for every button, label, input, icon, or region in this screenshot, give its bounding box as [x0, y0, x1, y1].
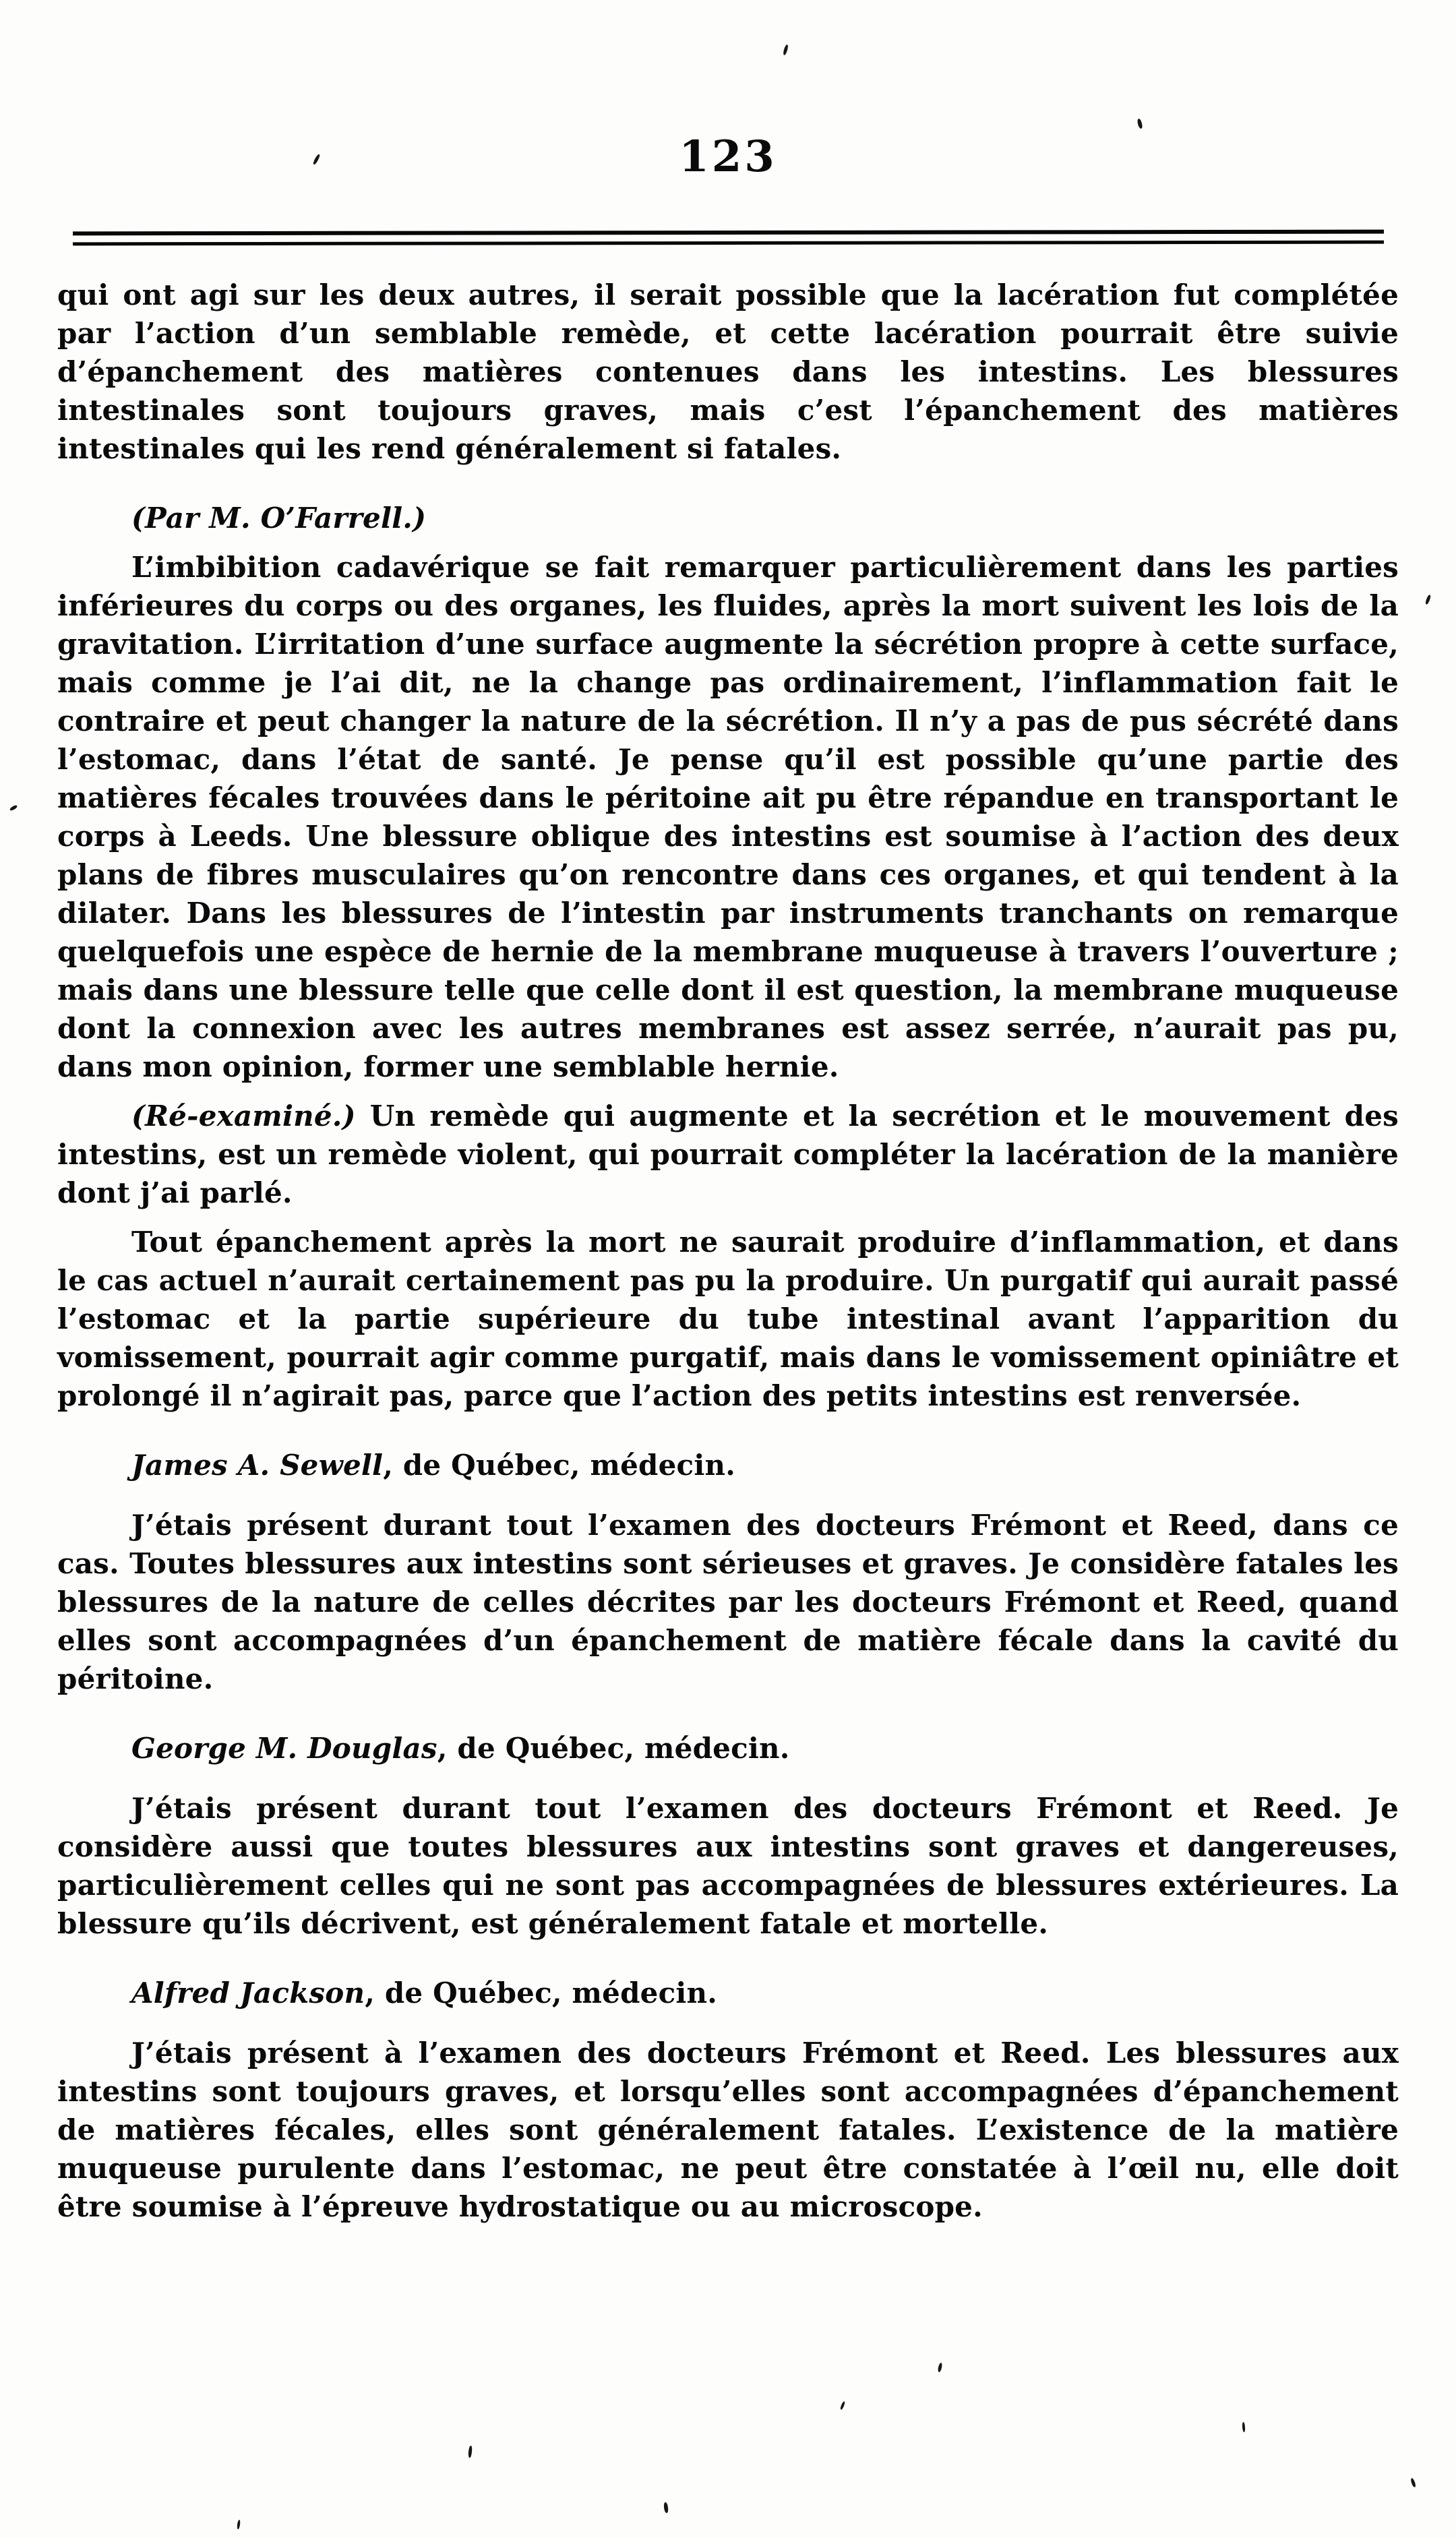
witness-attribution: [57, 1729, 1399, 1767]
text-segment: , de Québec, médecin.: [383, 1449, 736, 1482]
text-segment: Un remède qui augmente et la secrétion et le mouvement des intestins, est un remède violent, qui pourrait compléter la lacération de la manière dont j’ai parlé.: [57, 1099, 1399, 1209]
italic-text-segment: Alfred Jackson: [131, 1976, 365, 2010]
scan-speck: [468, 2446, 472, 2458]
paragraph: [57, 1506, 1399, 1698]
scan-speck: [938, 2363, 942, 2373]
paragraph: [57, 1223, 1399, 1415]
text-segment: J’étais présent durant tout l’examen des docteurs Frémont et Reed, dans ce cas. Toutes blessures aux intestins sont sérieuses et graves. Je considère fatales les blessures de la nature de celles décrites par les docteurs Frémont et Reed, quand elles sont accompagnées d’un épanchement de matière fécale dans la cavité du péritoine.: [57, 1509, 1399, 1695]
page-body: [0, 245, 1456, 2226]
italic-text-segment: (Ré-examiné.): [131, 1099, 356, 1132]
italic-text-segment: George M. Douglas: [131, 1732, 437, 1765]
text-segment: J’étais présent à l’examen des docteurs Frémont et Reed. Les blessures aux intestins sont toujours graves, et lorsqu’elles sont accompagnées d’épanchement de matières fécales, elles sont généralement fatales. L’existence de la matière muqueuse purulente dans l’estomac, ne peut être constatée à l’œil nu, elle doit être soumise à l’épreuve hydrostatique ou au microscope.: [57, 2036, 1399, 2223]
page-number: 123: [679, 131, 777, 182]
scan-speck: [840, 2401, 845, 2411]
header-double-rule: [72, 230, 1383, 246]
scan-speck: [1410, 2478, 1417, 2488]
witness-attribution: [57, 1446, 1399, 1484]
text-segment: Tout épanchement après la mort ne saurait produire d’inflammation, et dans le cas actuel n’aurait certainement pas pu la produire. Un purgatif qui aurait passé l’estomac et la partie supérieure du tube intestinal avant l’apparition du vomissement, pourrait agir comme purgatif, mais dans le vomissement opiniâtre et prolongé il n’agirait pas, parce que l’action des petits intestins est renversée.: [57, 1226, 1399, 1412]
text-segment: qui ont agi sur les deux autres, il serait possible que la lacération fut complétée par l’action d’un semblable remède, et cette lacération pourrait être suivie d’épanchement des matières contenues dans les intestins. Les blessures intestinales sont toujours graves, mais c’est l’épanchement des matières intestinales qui les rend généralement si fatales.: [57, 278, 1399, 465]
text-segment: L’imbibition cadavérique se fait remarquer particulièrement dans les parties inférieures du corps ou des organes, les fluides, après la mort suivent les lois de la gravitation. L’irritation d’une surface augmente la sécrétion propre à cette surface, mais comme je l’ai dit, ne la change pas ordinairement, l’inflammation fait le contraire et peut changer la nature de la sécrétion. Il n’y a pas de pus sécrété dans l’estomac, dans l’état de santé. Je pense qu’il est possible qu’une partie des matières fécales trouvées dans le péritoine ait pu être répandue en transportant le corps à Leeds. Une blessure oblique des intestins est soumise à l’action des deux plans de fibres musculaires qu’on rencontre dans ces organes, et qui tendent à la dilater. Dans les blessures de l’intestin par instruments tranchants on remarque quelquefois une espèce de hernie de la membrane muqueuse à travers l’ouverture ; mais dans une blessure telle que celle dont il est question, la membrane muqueuse dont la connexion avec les autres membranes est assez serrée, n’aurait pas pu, dans mon opinion, former une semblable hernie.: [57, 551, 1399, 1083]
witness-attribution: [57, 1974, 1399, 2012]
scan-speck: [237, 2520, 240, 2529]
paragraph: [57, 1789, 1399, 1943]
paragraph: [57, 499, 1399, 537]
paragraph: [57, 548, 1399, 1086]
italic-text-segment: (Par M. O’Farrell.): [131, 502, 427, 535]
paragraph: [57, 1097, 1399, 1212]
text-segment: , de Québec, médecin.: [365, 1976, 718, 2010]
text-segment: , de Québec, médecin.: [437, 1732, 790, 1765]
paragraph: [57, 276, 1399, 468]
text-segment: J’étais présent durant tout l’examen des docteurs Frémont et Reed. Je considère aussi que toutes blessures aux intestins sont graves et dangereuses, particulièrement celles qui ne sont pas accompagnées de blessures extérieures. La blessure qu’ils décrivent, est généralement fatale et mortelle.: [57, 1792, 1399, 1940]
paragraph: [57, 2034, 1399, 2226]
italic-text-segment: James A. Sewell: [131, 1449, 384, 1482]
scan-speck: [663, 2502, 669, 2514]
scan-speck: [1242, 2422, 1246, 2432]
